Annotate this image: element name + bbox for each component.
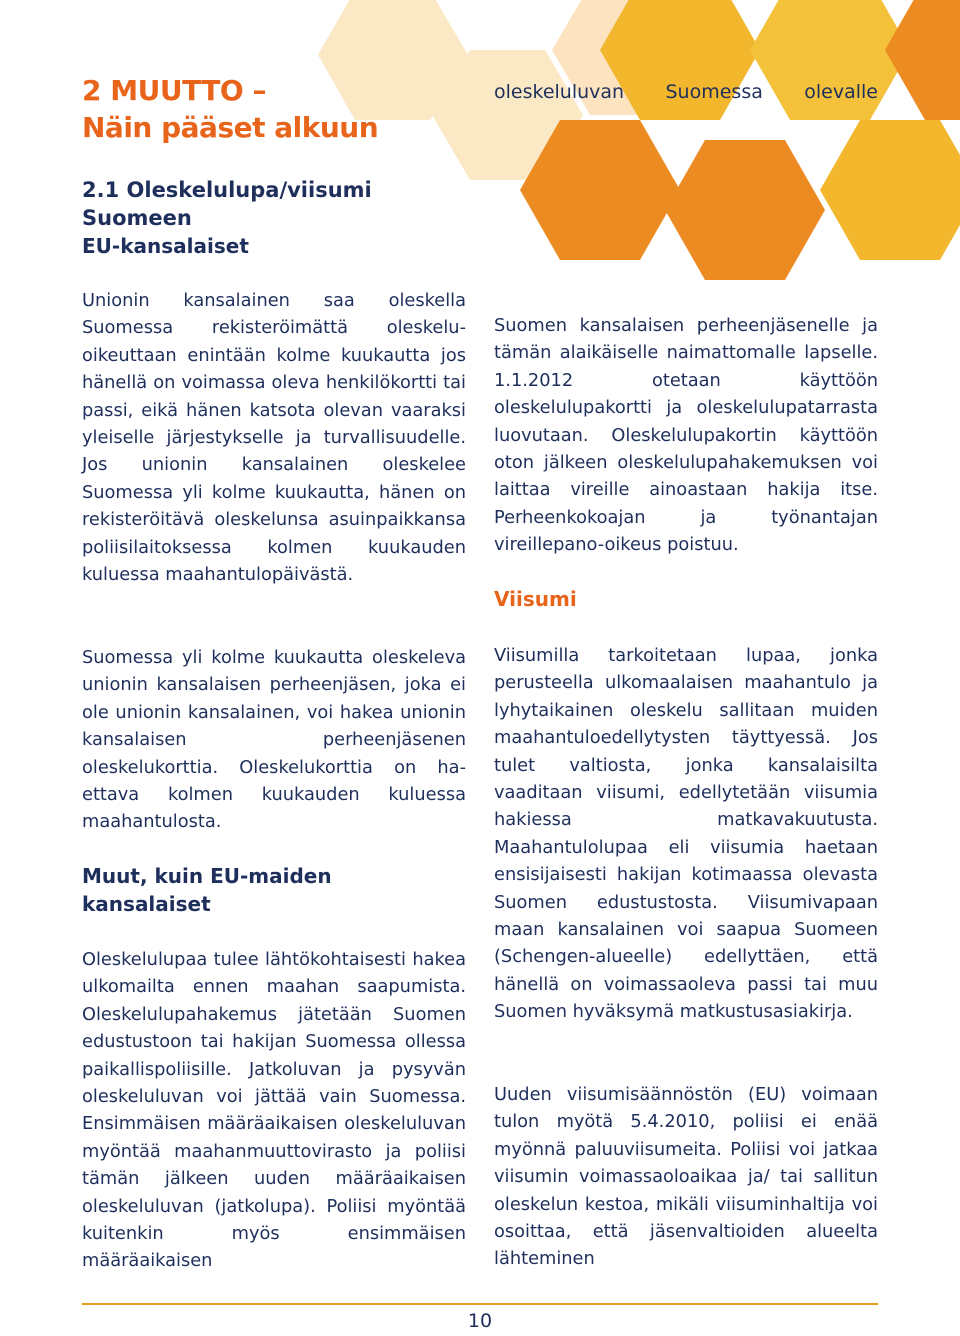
non-eu-paragraph: Oleskelulupaa tulee lähtökohtaisesti hakea ulkomailta ennen maahan saapumista. Oleskelulupahakemus jätetään Suomen edustustoon tai hakijan Suomessa ollessa paikallispoliisille. Jatkoluvan ja pysyvän oleskeluluvan voi jättää vain Suomessa. Ensimmäisen määräaikaisen oleskeluluvan myöntää maahanmuuttovirasto ja poliisi tämän jälkeen uuden määräaikaisen oleskeluluvan (jatkolupa). Poliisi myöntää kuitenkin myös ensimmäisen määräaikaisen <box>82 949 466 1272</box>
hexagon-orange <box>665 140 825 280</box>
continued-text-line: oleskeluluvan Suomessa olevalle <box>494 81 878 103</box>
hexagon-orange <box>885 0 960 120</box>
visa-heading: Viisumi <box>494 587 577 611</box>
non-eu-heading-line-2: kansalaiset <box>82 892 211 916</box>
eu-citizens-heading: EU-kansalaiset <box>82 234 249 258</box>
visa-paragraph-2: Uuden viisumisäännöstön (EU) voimaan tulon myötä 5.4.2010, poliisi ei enää myönnä paluuviisumeita. Poliisi voi jatkaa viisumin voimassaoloaikaa ja/ tai sallitun oleskelun kestoa, mikäli viisuminhaltija voi osoittaa, että jäsenvaltioiden alueelta lähteminen <box>494 1084 878 1270</box>
non-eu-citizens-heading <box>82 862 332 918</box>
non-eu-heading-line-1: Muut, kuin EU-maiden <box>82 864 332 888</box>
footer-rule <box>82 1303 878 1305</box>
permit-paragraph: Suomen kansalaisen perheenjäsenelle ja tämän alaikäiselle naimattomalle lapselle. 1.1.2012 otetaan käyttöön oleskelulupakortti ja oleskelulupatarrasta luovutaan. Oleskelulupakortin käyttöön oton jälkeen oleskelulupahakemuksen voi laittaa vireille ainoastaan hakija itse. Perheenkokoajan ja työnantajan vireillepano-oikeus poistuu. <box>494 315 878 556</box>
eu-paragraph-1: Unionin kansalainen saa oleskella Suomessa rekisteröimättä oleskeluoikeuttaan enintään kolme kuukautta jos hänellä on voimassa oleva henkilökortti tai passi, eikä hänen katsota olevan vaaraksi yleiselle järjestykselle ja turvallisuudelle. Jos unionin kansalainen oleskelee Suomessa yli kolme kuukautta, hänen on rekisteröitävä oleskelunsa asuinpaikkansa poliisilaitoksessa kolmen kuukauden kuluessa maahantulopäivästä. <box>82 290 466 586</box>
chapter-title-line-2: Näin pääset alkuun <box>82 111 379 144</box>
visa-paragraph-1: Viisumilla tarkoitetaan lupaa, jonka perusteella ulkomaalaisen maahantulo ja lyhytaikainen oleskelu sallitaan muiden maahantuloedellytysten täyttyessä. Jos tulet valtiosta, jonka kansalaisilta vaaditaan viisumi, edellytetään viisumia hakiessa matkavakuutusta. Maahantulolupaa eli viisumia haetaan ensisijaisesti hakijan kotimaassa olevasta Suomen edustustosta. Viisumivapaan maan kansalainen voi saapua Suomeen (Schengen-alueelle) edellyttäen, että hänellä on voimassaoleva passi tai muu Suomen hyväksymä matkustusasiakirja. <box>494 645 878 1023</box>
section-title: 2.1 Oleskelulupa/viisumi Suomeen <box>82 178 372 230</box>
hexagon-yellow <box>820 120 960 260</box>
page-number: 10 <box>455 1310 505 1332</box>
chapter-title <box>82 72 466 146</box>
eu-paragraph-2: Suomessa yli kolme kuukautta oleskeleva unionin kansalaisen perheenjäsen, joka ei ole unionin kansalainen, voi hakea unionin kansalaisen perheenjäsenen oleskelukorttia. Oleskelukorttia on haettava kolmen kuukauden kuluessa maahantulosta. <box>82 647 466 833</box>
chapter-title-line-1: 2 MUUTTO – <box>82 74 266 107</box>
left-column <box>82 72 466 1272</box>
